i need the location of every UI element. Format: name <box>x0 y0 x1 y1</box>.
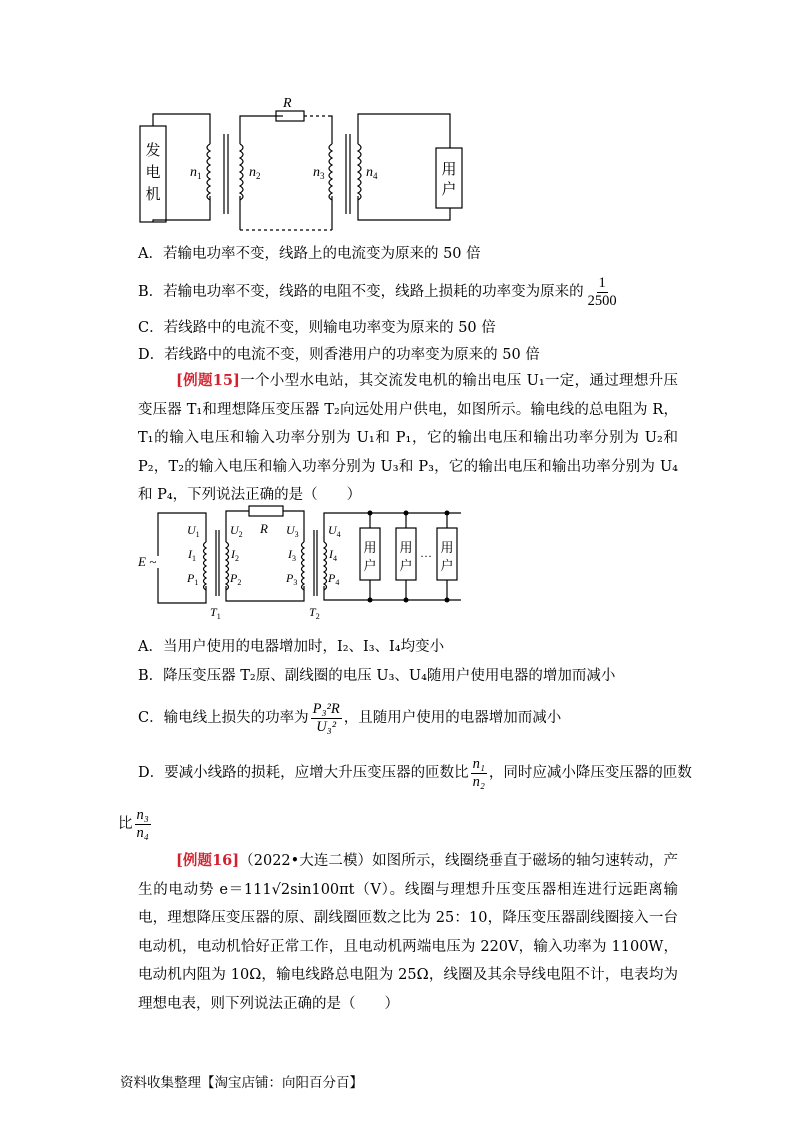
resistor-r2 <box>249 506 283 516</box>
ex15-option-c[interactable] <box>138 695 561 741</box>
coil-t1-primary <box>204 542 207 590</box>
fraction-n3-n4: $\frac{\text{n₃}}{\text{n₄}}$ <box>136 806 149 841</box>
fraction-power-loss: $\frac{\text{P₃²R}}{\text{U₃²}}$ <box>312 700 340 735</box>
user-char-2: 户 <box>441 182 457 198</box>
coil-n2 <box>240 144 243 200</box>
coil-t1-secondary <box>226 542 229 590</box>
label-u1: $U_1$ <box>187 523 200 539</box>
label-p4: $P_4$ <box>328 571 340 587</box>
label-n4: $n_4$ <box>366 165 378 181</box>
footer-source: 资料收集整理【淘宝店铺：向阳百分百】 <box>120 1075 363 1091</box>
coil-t2-primary <box>302 542 305 590</box>
transmission-diagram-1 <box>130 92 470 232</box>
label-i3: $I_3$ <box>288 547 296 563</box>
user2-char-2: 户 <box>399 558 413 573</box>
example-15-stem <box>138 367 678 510</box>
fraction-n1-n2: $\frac{\text{n₁}}{\text{n₂}}$ <box>472 755 485 790</box>
label-p2: $P_2$ <box>230 571 242 587</box>
label-n2: $n_2$ <box>249 165 261 181</box>
generator-char-3: 机 <box>145 187 161 203</box>
user-char-1: 用 <box>441 162 457 178</box>
label-p1: $P_1$ <box>187 571 199 587</box>
generator-char-1: 发 <box>145 143 161 159</box>
user1-char-2: 户 <box>363 558 377 573</box>
user3-char-1: 用 <box>440 540 454 555</box>
source-label: E ~ <box>138 554 157 569</box>
ex15-option-a[interactable]: A．当用户使用的电器增加时，I₂、I₃、I₄均变小 <box>138 639 445 655</box>
label-n3: $n_3$ <box>313 165 325 181</box>
resistor-label-2: R <box>260 521 268 536</box>
label-n1: $n_1$ <box>190 165 202 181</box>
ex15-option-c-pre: C．输电线上损失的功率为 <box>138 710 309 726</box>
ex15-option-d-continued <box>118 806 153 842</box>
label-u3: $U_3$ <box>286 523 299 539</box>
label-i4: $I_4$ <box>329 547 337 563</box>
user1-char-1: 用 <box>363 540 377 555</box>
label-i1: $I_1$ <box>188 547 196 563</box>
ex15-option-d-pre: D．要减小线路的损耗，应增大升压变压器的匝数比 <box>138 765 469 781</box>
q14-option-c[interactable]: C．若线路中的电流不变，则输电功率变为原来的 50 倍 <box>138 320 496 336</box>
user-box <box>436 148 462 208</box>
coil-n1 <box>207 144 210 200</box>
label-i2: $I_2$ <box>231 547 239 563</box>
resistor-label: R <box>283 96 292 111</box>
label-p3: $P_3$ <box>286 571 298 587</box>
label-t2: $T_2$ <box>309 605 320 621</box>
user3-char-2: 户 <box>440 558 454 573</box>
example-16-text: （2022•大连二模）如图所示，线圈绕垂直于磁场的轴匀速转动，产生的电动势 e＝111√2sin100πt（V）。线圈与理想升压变压器相连进行远距离输电，理想降压变压器的原、副线圈匝数之比为 25：10，降压变压器副线圈接入一台电动机，电动机恰好正常工作，且电动机两端电压为 220V，输入功率为 1100W，电动机内阻为 10Ω，输电线路总电阻为 25Ω，线圈及其余导线电阻不计，电表均为理想电表，则下列说法正确的是（ ） <box>138 853 678 1012</box>
transmission-diagram-2 <box>136 500 466 625</box>
ellipsis-dots: ··· <box>420 549 432 563</box>
example-16-stem <box>138 847 678 1018</box>
ex15-option-c-post: ，且随用户使用的电器增加而减小 <box>343 710 562 726</box>
user2-char-1: 用 <box>399 540 413 555</box>
example-15-text: 一个小型水电站，其交流发电机的输出电压 U₁一定，通过理想升压变压器 T₁和理想降压变压器 T₂向远处用户供电，如图所示。输电线的总电阻为 R，T₁的输入电压和输入功率分别为 U₁和 P₁，它的输出电压和输出功率分别为 U₂和 P₂，T₂的输入电压和输入功率分别为 U₃和 P₃，它的输出电压和输出功率分别为 U₄和 P₄，下列说法正确的是（ ） <box>138 373 679 503</box>
q14-option-d[interactable]: D．若线路中的电流不变，则香港用户的功率变为原来的 50 倍 <box>138 347 540 363</box>
ex15-option-d-bi: 比 <box>118 816 133 832</box>
q14-option-b-text: B．若输电功率不变，线路的电阻不变，线路上损耗的功率变为原来的 <box>138 284 584 300</box>
coil-n4 <box>358 144 361 200</box>
q14-option-a[interactable]: A．若输电功率不变，线路上的电流变为原来的 50 倍 <box>138 246 481 262</box>
fraction-1-2500: $\frac{1}{2500}$ <box>587 274 617 309</box>
label-u2: $U_2$ <box>230 523 243 539</box>
coil-t2-secondary <box>324 542 327 590</box>
generator-char-2: 电 <box>145 165 161 181</box>
example-15-tag: [例题15] <box>176 372 240 389</box>
example-16-tag: [例题16] <box>176 852 240 869</box>
ex15-option-b[interactable]: B．降压变压器 T₂原、副线圈的电压 U₃、U₄随用户使用电器的增加而减小 <box>138 668 616 684</box>
ex15-option-d-mid: ，同时应减小降压变压器的匝数 <box>488 765 692 781</box>
coil-n3 <box>329 144 332 200</box>
label-t1: $T_1$ <box>210 605 221 621</box>
label-u4: $U_4$ <box>328 523 341 539</box>
q14-option-b[interactable] <box>138 274 621 310</box>
ex15-option-d[interactable] <box>138 752 692 794</box>
